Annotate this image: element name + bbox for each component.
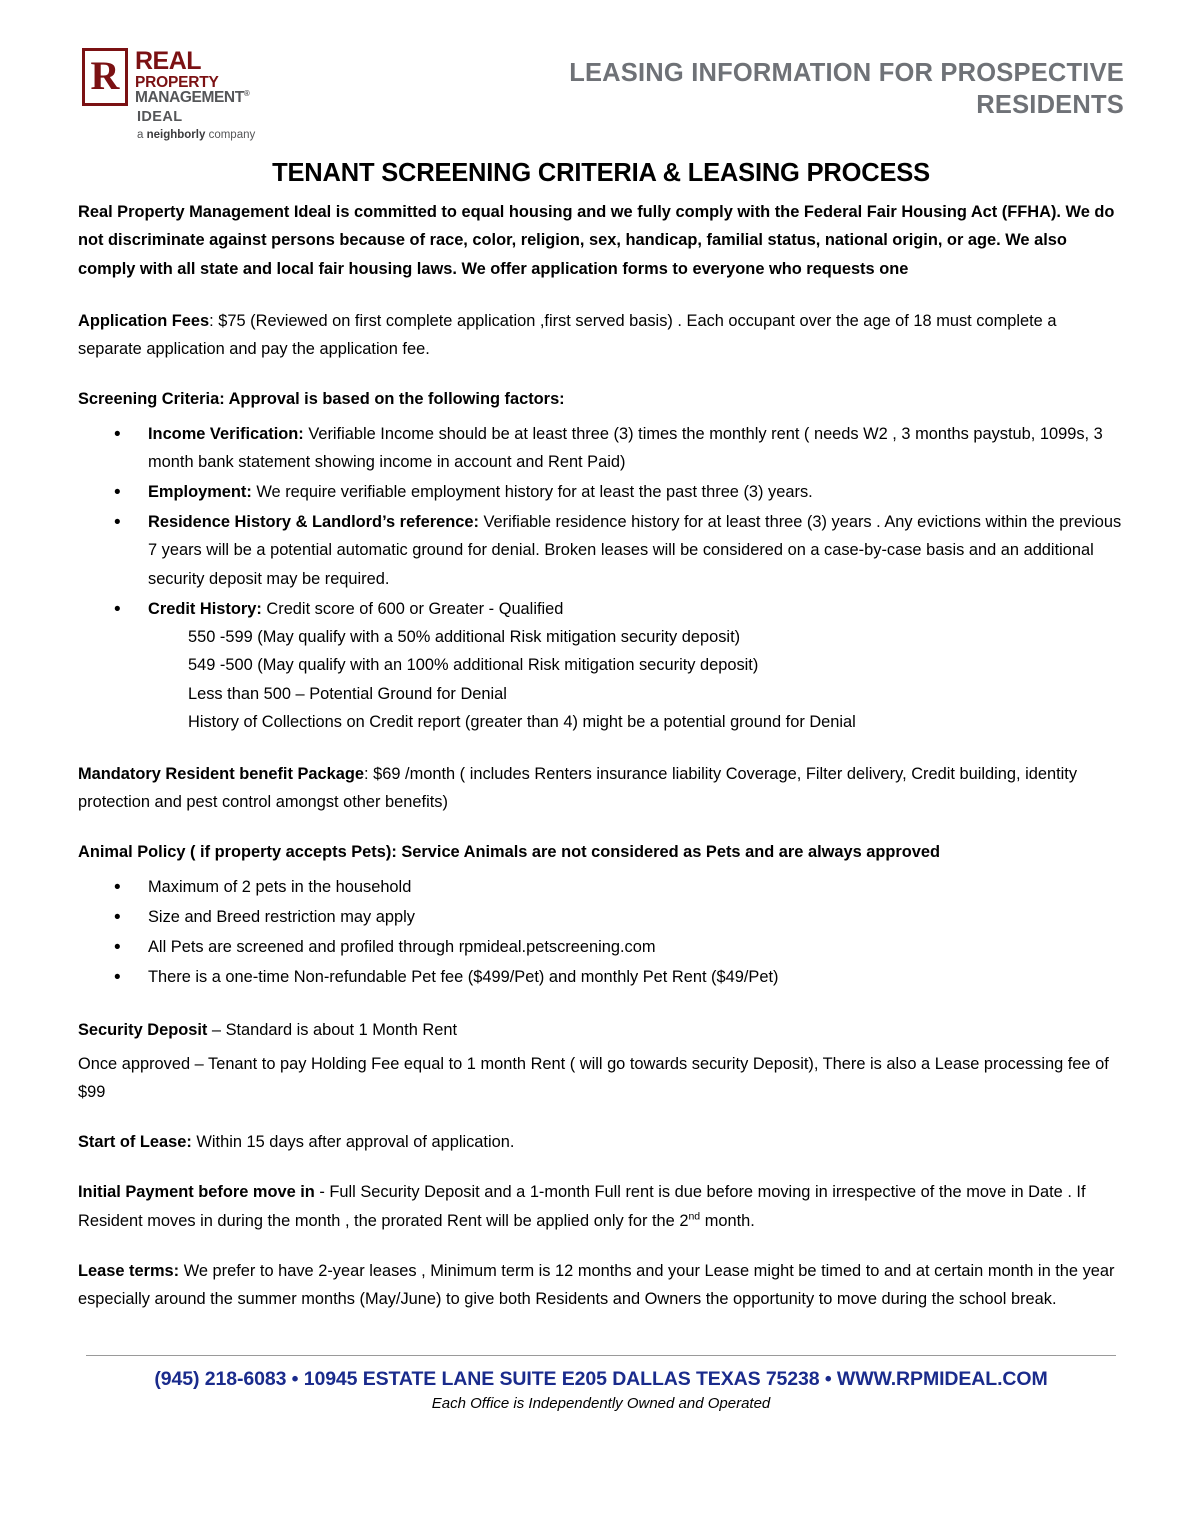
page-footer (78, 1347, 1124, 1412)
logo-line-management: MANAGEMENT® (135, 89, 250, 107)
start-of-lease-text: Within 15 days after approval of application. (191, 1133, 515, 1152)
animal-policy-heading: Animal Policy ( if property accepts Pets): Service Animals are not considered as Pets and are always approved (78, 843, 941, 862)
list-item: • Maximum of 2 pets in the household (146, 873, 1124, 901)
list-item (146, 478, 1124, 506)
logo-mark-icon (82, 48, 128, 106)
credit-subline: 550 -599 (May qualify with a 50% additional Risk mitigation security deposit) (188, 628, 741, 647)
start-of-lease-label: Start of Lease: (78, 1133, 192, 1152)
initial-payment-paragraph (78, 1178, 1124, 1234)
application-fees-text: : $75 (Reviewed on first complete application ,first served basis) . Each occupant over the age of 18 must complete a separate application and pay the application fee. (78, 311, 1057, 359)
screening-criteria-list (78, 420, 1124, 736)
credit-subline: 549 -500 (May qualify with an 100% additional Risk mitigation security deposit) (188, 656, 759, 675)
logo-main (82, 48, 282, 106)
application-fees-label: Application Fees (78, 311, 210, 330)
credit-history-text: Credit score of 600 or Greater - Qualified (261, 599, 564, 618)
footer-disclaimer: Each Office is Independently Owned and Operated (431, 1395, 771, 1413)
initial-payment-text-1: - Full Security Deposit and a 1-month Full rent is due before moving in irrespective of the move in Date . If Resident moves in during the month , the prorated Rent will be applied only for the 2 (78, 1183, 1086, 1230)
resident-benefit-paragraph (78, 760, 1124, 816)
resident-benefit-label: Mandatory Resident benefit Package (78, 764, 365, 783)
start-of-lease-paragraph (78, 1128, 1124, 1156)
list-item: • All Pets are screened and profiled through rpmideal.petscreening.com (146, 933, 1124, 961)
logo-line-real: REAL (135, 47, 202, 75)
ordinal-suffix: nd (688, 1210, 701, 1223)
security-deposit-text: – Standard is about 1 Month Rent (207, 1020, 458, 1039)
list-item: • Size and Breed restriction may apply (146, 903, 1124, 931)
lease-terms-label: Lease terms: (78, 1261, 180, 1280)
footer-divider (86, 1355, 1116, 1356)
spacer (78, 738, 1124, 760)
credit-history-label: Credit History: (148, 599, 262, 618)
initial-payment-text-2: month. (700, 1211, 755, 1230)
list-item (146, 420, 1124, 476)
logo-wordmark (135, 48, 249, 106)
logo-line-property: PROPERTY (135, 73, 219, 91)
footer-contact: (945) 218-6083 • 10945 ESTATE LANE SUITE E205 DALLAS TEXAS 75238 • WWW.RPMIDEAL.COM (154, 1368, 1048, 1391)
list-item: • There is a one-time Non-refundable Pet fee ($499/Pet) and monthly Pet Rent ($49/Pet) (146, 963, 1124, 991)
page-header (78, 28, 1124, 141)
animal-policy-list (78, 873, 1124, 992)
resident-benefit-text: : $69 /month ( includes Renters insurance liability Coverage, Filter delivery, Credit building, identity protection and pest control amongst other benefits) (78, 764, 1078, 812)
header-title: LEASING INFORMATION FOR PROSPECTIVE RESIDENTS (569, 59, 1124, 119)
company-logo (78, 28, 282, 141)
security-deposit-label: Security Deposit (78, 1020, 208, 1039)
employment-text: We require verifiable employment history for at least the past three (3) years. (251, 483, 813, 501)
security-deposit-paragraph (78, 1016, 1124, 1044)
logo-franchise-name: IDEAL (137, 109, 183, 126)
lease-terms-paragraph (78, 1257, 1124, 1313)
residence-history-label: Residence History & Landlord’s reference: (148, 513, 479, 532)
intro-paragraph: Real Property Management Ideal is committed to equal housing and we fully comply with the Federal Fair Housing Act (FFHA). We do not discriminate against persons because of race, color, religion, sex, handicap, familial status, national origin, or age. We also comply with all state and local fair housing laws. We offer application forms to everyone who requests one (78, 203, 1115, 278)
security-deposit-detail: Once approved – Tenant to pay Holding Fee equal to 1 month Rent ( will go towards security Deposit), There is also a Lease processing fee of $99 (78, 1054, 1109, 1101)
lease-terms-text: We prefer to have 2-year leases , Minimum term is 12 months and your Lease might be timed to and at certain month in the year especially around the summer months (May/June) to give both Residents and Owners the opportunity to move during the school break. (78, 1261, 1115, 1309)
residence-history-text: Verifiable residence history for at least three (3) years . Any evictions within the previous 7 years will be a potential automatic ground for denial. Broken leases will be considered on a case-by-case basis and an additional security deposit may be required. (148, 513, 1122, 588)
application-fees-paragraph (78, 307, 1124, 363)
employment-label: Employment: (148, 483, 252, 501)
list-item (146, 595, 1124, 736)
income-verification-label: Income Verification: (148, 424, 304, 443)
credit-subline: Less than 500 – Potential Ground for Denial (188, 684, 507, 703)
initial-payment-label: Initial Payment before move in (78, 1183, 315, 1202)
credit-subline: History of Collections on Credit report (greater than 4) might be a potential ground for Denial (188, 712, 856, 731)
page-title: TENANT SCREENING CRITERIA & LEASING PROCESS (272, 159, 930, 188)
screening-criteria-heading: Screening Criteria: Approval is based on the following factors: (78, 390, 565, 409)
spacer (78, 994, 1124, 1016)
income-verification-text: Verifiable Income should be at least three (3) times the monthly rent ( needs W2 , 3 months paystub, 1099s, 3 month bank statement showing income in account and Rent Paid) (148, 424, 1103, 471)
logo-tagline: a neighborly company (137, 129, 256, 142)
credit-history-sublines (188, 623, 1124, 736)
registered-mark: ® (243, 89, 250, 99)
list-item (146, 508, 1124, 593)
